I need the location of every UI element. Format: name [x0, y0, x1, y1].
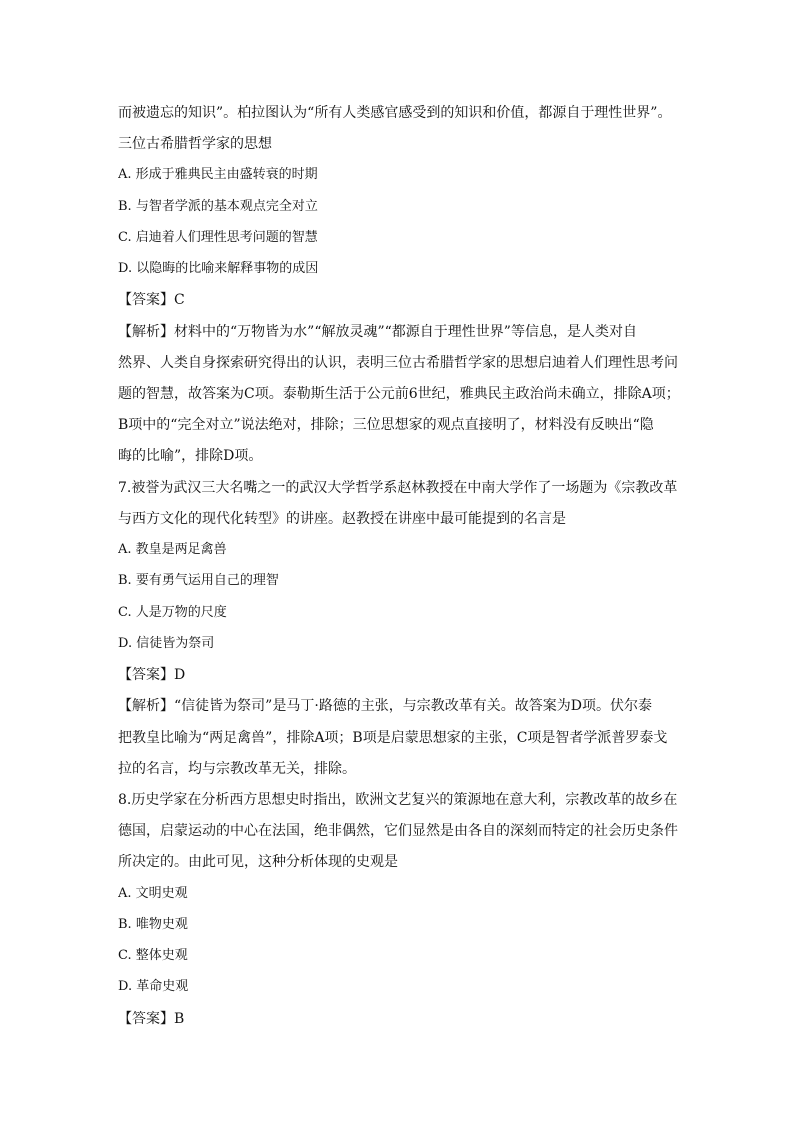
option-c: C. 人是万物的尺度 [118, 605, 227, 620]
question-text: 8.历史学家在分析西方思想史时指出，欧洲文艺复兴的策源地在意大利，宗教改革的故乡在 [118, 792, 678, 808]
option-b: B. 要有勇气运用自己的理智 [118, 573, 279, 588]
analysis-text: 题的智慧，故答案为C项。泰勒斯生活于公元前6世纪，雅典民主政治尚未确立，排除A项； [118, 386, 680, 402]
option-b: B. 唯物史观 [118, 917, 188, 932]
text-line: 三位古希腊哲学家的思想 [118, 136, 272, 152]
option-a: A. 文明史观 [118, 886, 188, 901]
answer-label: 【答案】C [118, 292, 185, 308]
analysis-text: 然界、人类自身探索研究得出的认识，表明三位古希腊哲学家的思想启迪着人们理性思考问 [118, 355, 678, 371]
answer-label: 【答案】D [118, 667, 186, 683]
text-line: 而被遗忘的知识”。柏拉图认为“所有人类感官感受到的知识和价值，都源自于理性世界”。 [118, 105, 672, 121]
option-d: D. 信徒皆为祭司 [118, 636, 215, 651]
answer-label: 【答案】B [118, 1011, 185, 1027]
option-c: C. 启迪着人们理性思考问题的智慧 [118, 230, 318, 245]
option-d: D. 革命史观 [118, 979, 189, 994]
question-text: 7.被誉为武汉三大名嘴之一的武汉大学哲学系赵林教授在中南大学作了一场题为《宗教改革 [118, 480, 678, 496]
analysis-text: 拉的名言，均与宗教改革无关，排除。 [118, 761, 356, 777]
option-a: A. 形成于雅典民主由盛转衰的时期 [118, 167, 318, 182]
option-d: D. 以隐晦的比喻来解释事物的成因 [118, 261, 319, 276]
option-a: A. 教皇是两足禽兽 [118, 542, 227, 557]
option-c: C. 整体史观 [118, 948, 188, 963]
analysis-text: B项中的“完全对立”说法绝对，排除；三位思想家的观点直接明了，材料没有反映出“隐 [118, 417, 654, 433]
analysis-text: 把教皇比喻为“两足禽兽”，排除A项；B项是启蒙思想家的主张，C项是智者学派普罗泰戈 [118, 730, 668, 746]
analysis-text: 【解析】“信徒皆为祭司”是马丁·路德的主张，与宗教改革有关。故答案为D项。伏尔泰 [118, 698, 652, 714]
question-text: 德国，启蒙运动的中心在法国，绝非偶然，它们显然是由各自的深刻而特定的社会历史条件 [118, 823, 678, 839]
analysis-text: 【解析】材料中的“万物皆为水”“解放灵魂”“都源自于理性世界”等信息，是人类对自 [118, 324, 637, 340]
option-b: B. 与智者学派的基本观点完全对立 [118, 199, 318, 214]
analysis-text: 晦的比喻”，排除D项。 [118, 448, 263, 464]
question-text: 与西方文化的现代化转型》的讲座。赵教授在讲座中最可能提到的名言是 [118, 511, 566, 527]
question-text: 所决定的。由此可见，这种分析体现的史观是 [118, 854, 398, 870]
